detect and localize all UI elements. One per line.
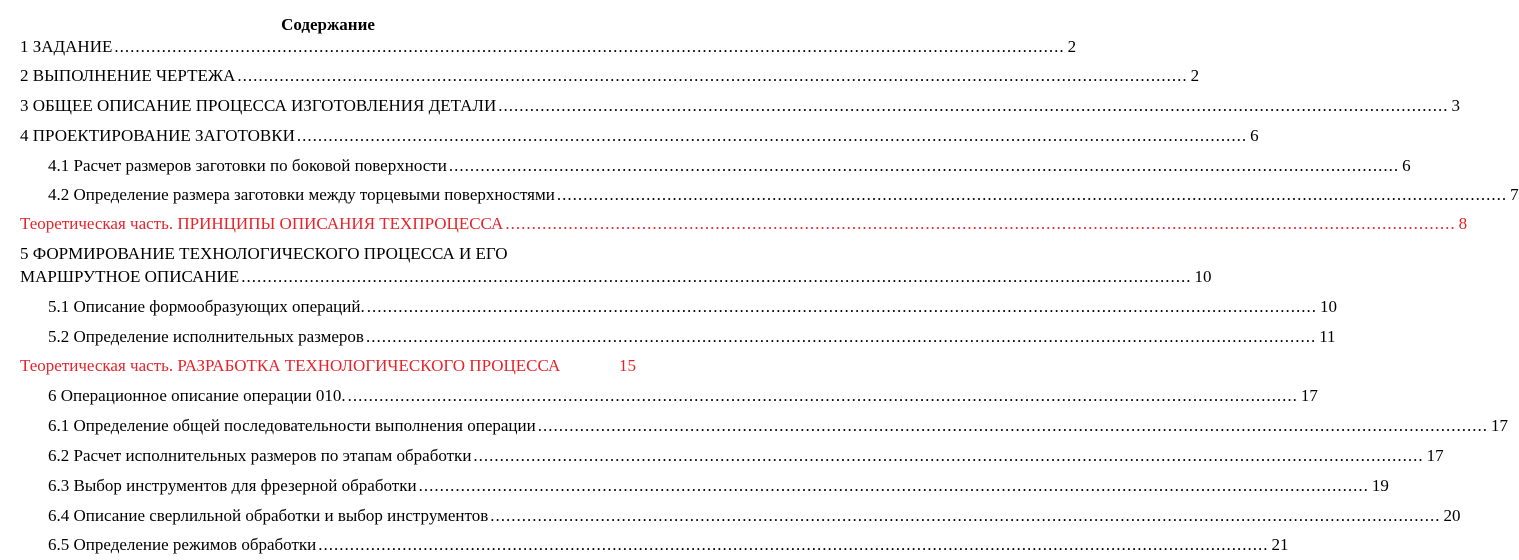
toc-entry-page: 7 (1510, 185, 1519, 204)
toc-entry[interactable] (48, 385, 1318, 407)
toc-entry-label: 6.1 Определение общей последовательности выполнения операции (48, 416, 536, 435)
toc-leader-dots: ..................................................................................................................................................................................... (490, 506, 1441, 525)
toc-entry-page: 6 (1402, 156, 1411, 175)
toc-leader-dots: ..................................................................................................................................................................................... (505, 214, 1456, 233)
toc-entry[interactable] (48, 184, 1519, 206)
toc-entry[interactable] (20, 36, 1077, 58)
toc-leader-dots: ..................................................................................................................................................................................... (318, 535, 1269, 554)
toc-entry-page: 8 (1458, 214, 1468, 233)
toc-leader-dots: ..................................................................................................................................................................................... (347, 386, 1298, 405)
toc-entry-label: Теоретическая часть. РАЗРАБОТКА ТЕХНОЛОГИЧЕСКОГО ПРОЦЕССА (20, 356, 561, 375)
toc-entry[interactable] (48, 445, 1444, 467)
toc-entry-label: 2 ВЫПОЛНЕНИЕ ЧЕРТЕЖА (20, 66, 236, 85)
toc-entry[interactable] (48, 475, 1389, 497)
toc-leader-dots: ..................................................................................................................................................................................... (366, 297, 1317, 316)
toc-entry[interactable] (20, 125, 1259, 147)
toc-entry-page: 6 (1250, 126, 1259, 145)
toc-entry-label: 5.1 Описание формообразующих операций. (48, 297, 365, 316)
toc-leader-dots: ..................................................................................................................................................................................... (237, 66, 1188, 85)
toc-leader-dots: ..................................................................................................................................................................................... (365, 327, 1317, 346)
toc-entry-page: 10 (1194, 267, 1212, 286)
toc-entry-label: 3 ОБЩЕЕ ОПИСАНИЕ ПРОЦЕССА ИЗГОТОВЛЕНИЯ ДЕТАЛИ (20, 96, 497, 115)
toc-entry[interactable] (48, 296, 1337, 318)
toc-entry-page: 17 (1426, 446, 1444, 465)
toc-entry-page: 21 (1271, 535, 1289, 554)
toc-entry-page: 3 (1451, 96, 1460, 115)
toc-entry-label: 4.2 Определение размера заготовки между торцевыми поверхностями (48, 185, 555, 204)
toc-leader-dots: ..................................................................................................................................................................................... (114, 37, 1065, 56)
toc-entry-label: 5.2 Определение исполнительных размеров (48, 327, 364, 346)
toc-leader-dots: ..................................................................................................................................................................................... (498, 96, 1449, 115)
toc-entry-label: 6 Операционное описание операции 010. (48, 386, 346, 405)
toc-entry-page: 10 (1319, 297, 1337, 316)
toc-entry-page: 11 (1319, 327, 1336, 346)
toc-leader-dots: ..................................................................................................................................................................................... (418, 476, 1369, 495)
toc-entry-page: 17 (1300, 386, 1318, 405)
toc-entry[interactable] (48, 505, 1461, 527)
toc-entry[interactable] (48, 534, 1289, 556)
toc-entry-label: 6.4 Описание сверлильной обработки и выбор инструментов (48, 506, 489, 525)
toc-entry-theory[interactable] (20, 213, 1468, 235)
toc-leader-dots: ..................................................................................................................................................................................... (448, 156, 1400, 175)
toc-entry-label: Теоретическая часть. ПРИНЦИПЫ ОПИСАНИЯ ТЕХПРОЦЕССА (20, 214, 504, 233)
toc-leader-dots: ..................................................................................................................................................................................... (473, 446, 1424, 465)
toc-entry-label: 6.3 Выбор инструментов для фрезерной обработки (48, 476, 417, 495)
toc-entry-page: 20 (1443, 506, 1461, 525)
toc-leader-dots: ..................................................................................................................................................................................... (241, 267, 1192, 286)
toc-title: Содержание (281, 15, 375, 34)
toc-entry[interactable] (20, 266, 1212, 288)
toc-entry-label: 6.5 Определение режимов обработки (48, 535, 317, 554)
toc-entry-label-line2: МАРШРУТНОЕ ОПИСАНИЕ (20, 267, 240, 286)
toc-entry-page: 19 (1371, 476, 1389, 495)
toc-entry-page: 15 (619, 356, 636, 375)
toc-entry-label: 4 ПРОЕКТИРОВАНИЕ ЗАГОТОВКИ (20, 126, 295, 145)
toc-entry-label: 4.1 Расчет размеров заготовки по боковой поверхности (48, 156, 447, 175)
toc-entry-page: 2 (1190, 66, 1200, 85)
toc-entry-label: 6.2 Расчет исполнительных размеров по этапам обработки (48, 446, 472, 465)
toc-entry[interactable] (20, 95, 1460, 117)
toc-entry-label-line1[interactable]: 5 ФОРМИРОВАНИЕ ТЕХНОЛОГИЧЕСКОГО ПРОЦЕССА И ЕГО (20, 244, 508, 263)
toc-entry-page: 17 (1490, 416, 1508, 435)
toc-leader-dots: ..................................................................................................................................................................................... (296, 126, 1248, 145)
toc-entry[interactable] (48, 155, 1411, 177)
toc-entry[interactable] (20, 65, 1200, 87)
toc-leader-dots: ..................................................................................................................................................................................... (537, 416, 1488, 435)
toc-leader-dots: ..................................................................................................................................................................................... (556, 185, 1508, 204)
toc-entry[interactable] (48, 415, 1508, 437)
toc-entry-page: 2 (1067, 37, 1077, 56)
toc-entry-theory[interactable] (20, 355, 636, 377)
toc-entry[interactable] (48, 326, 1336, 348)
toc-entry-label: 1 ЗАДАНИЕ (20, 37, 113, 56)
